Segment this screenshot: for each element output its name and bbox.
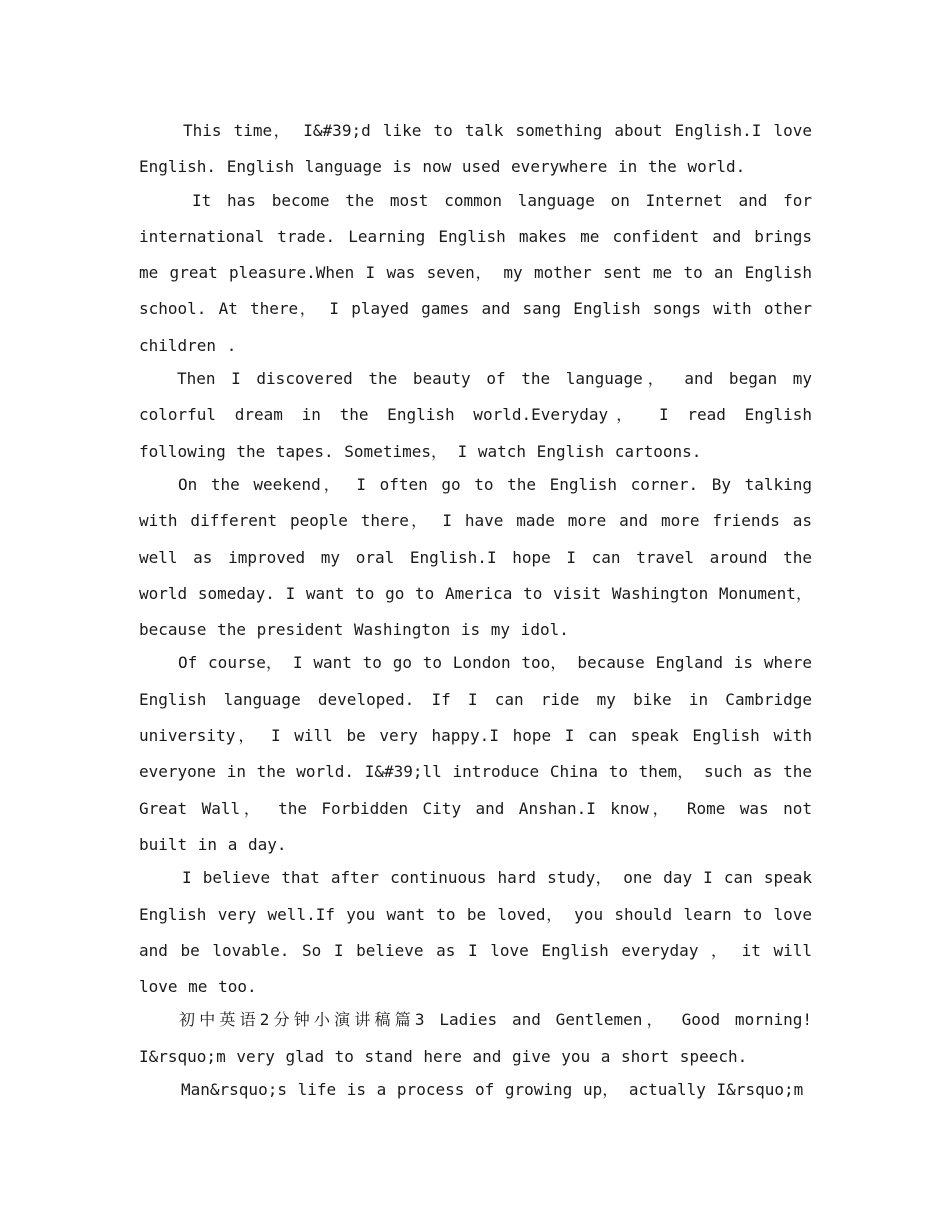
paragraph-5: Of course， I want to go to London too， because England is where English language developed. If I can ride my bike in Cambridge university， I will be very happy.I hope I can speak English with everyone in the world. I&#39;ll introduce China to them， such as the Great Wall， the Forbidden City and Anshan.I know， Rome was not built in a day. [139,653,812,854]
paragraph-2: It has become the most common language on Internet and for international trade. Learning English makes me confident and brings me great pleasure.When I was seven， my mother sent me to an English school. At there， I played games and sang English songs with other children . [139,190,813,355]
paragraph-7-speech-heading: 初中英语2分钟小演讲稿篇3 Ladies and Gentlemen， Good morning! I&rsquo;m very glad to stand here and give you a short speech. [139,1010,812,1066]
paragraph-1: This time， I&#39;d like to talk something about English.I love English. English language is now used everywhere in the world. [139,121,812,177]
paragraph-3: Then I discovered the beauty of the language， and began my colorful dream in the English world.Everyday， I read English following the tapes. Sometimes， I watch English cartoons. [139,369,812,461]
paragraph-6: I believe that after continuous hard study， one day I can speak English very well.If you want to be loved， you should learn to love and be lovable. So I believe as I love English everyday ， it will love me too. [139,868,812,997]
paragraph-4: On the weekend， I often go to the English corner. By talking with different people there， I have made more and more friends as well as improved my oral English.I hope I can travel around the world someday. I want to go to America to visit Washington Monument， because the president Washington is my idol. [139,474,812,640]
speech-text-body [139,113,812,1108]
paragraph-8: Man&rsquo;s life is a process of growing up， actually I&rsquo;m [181,1080,804,1100]
